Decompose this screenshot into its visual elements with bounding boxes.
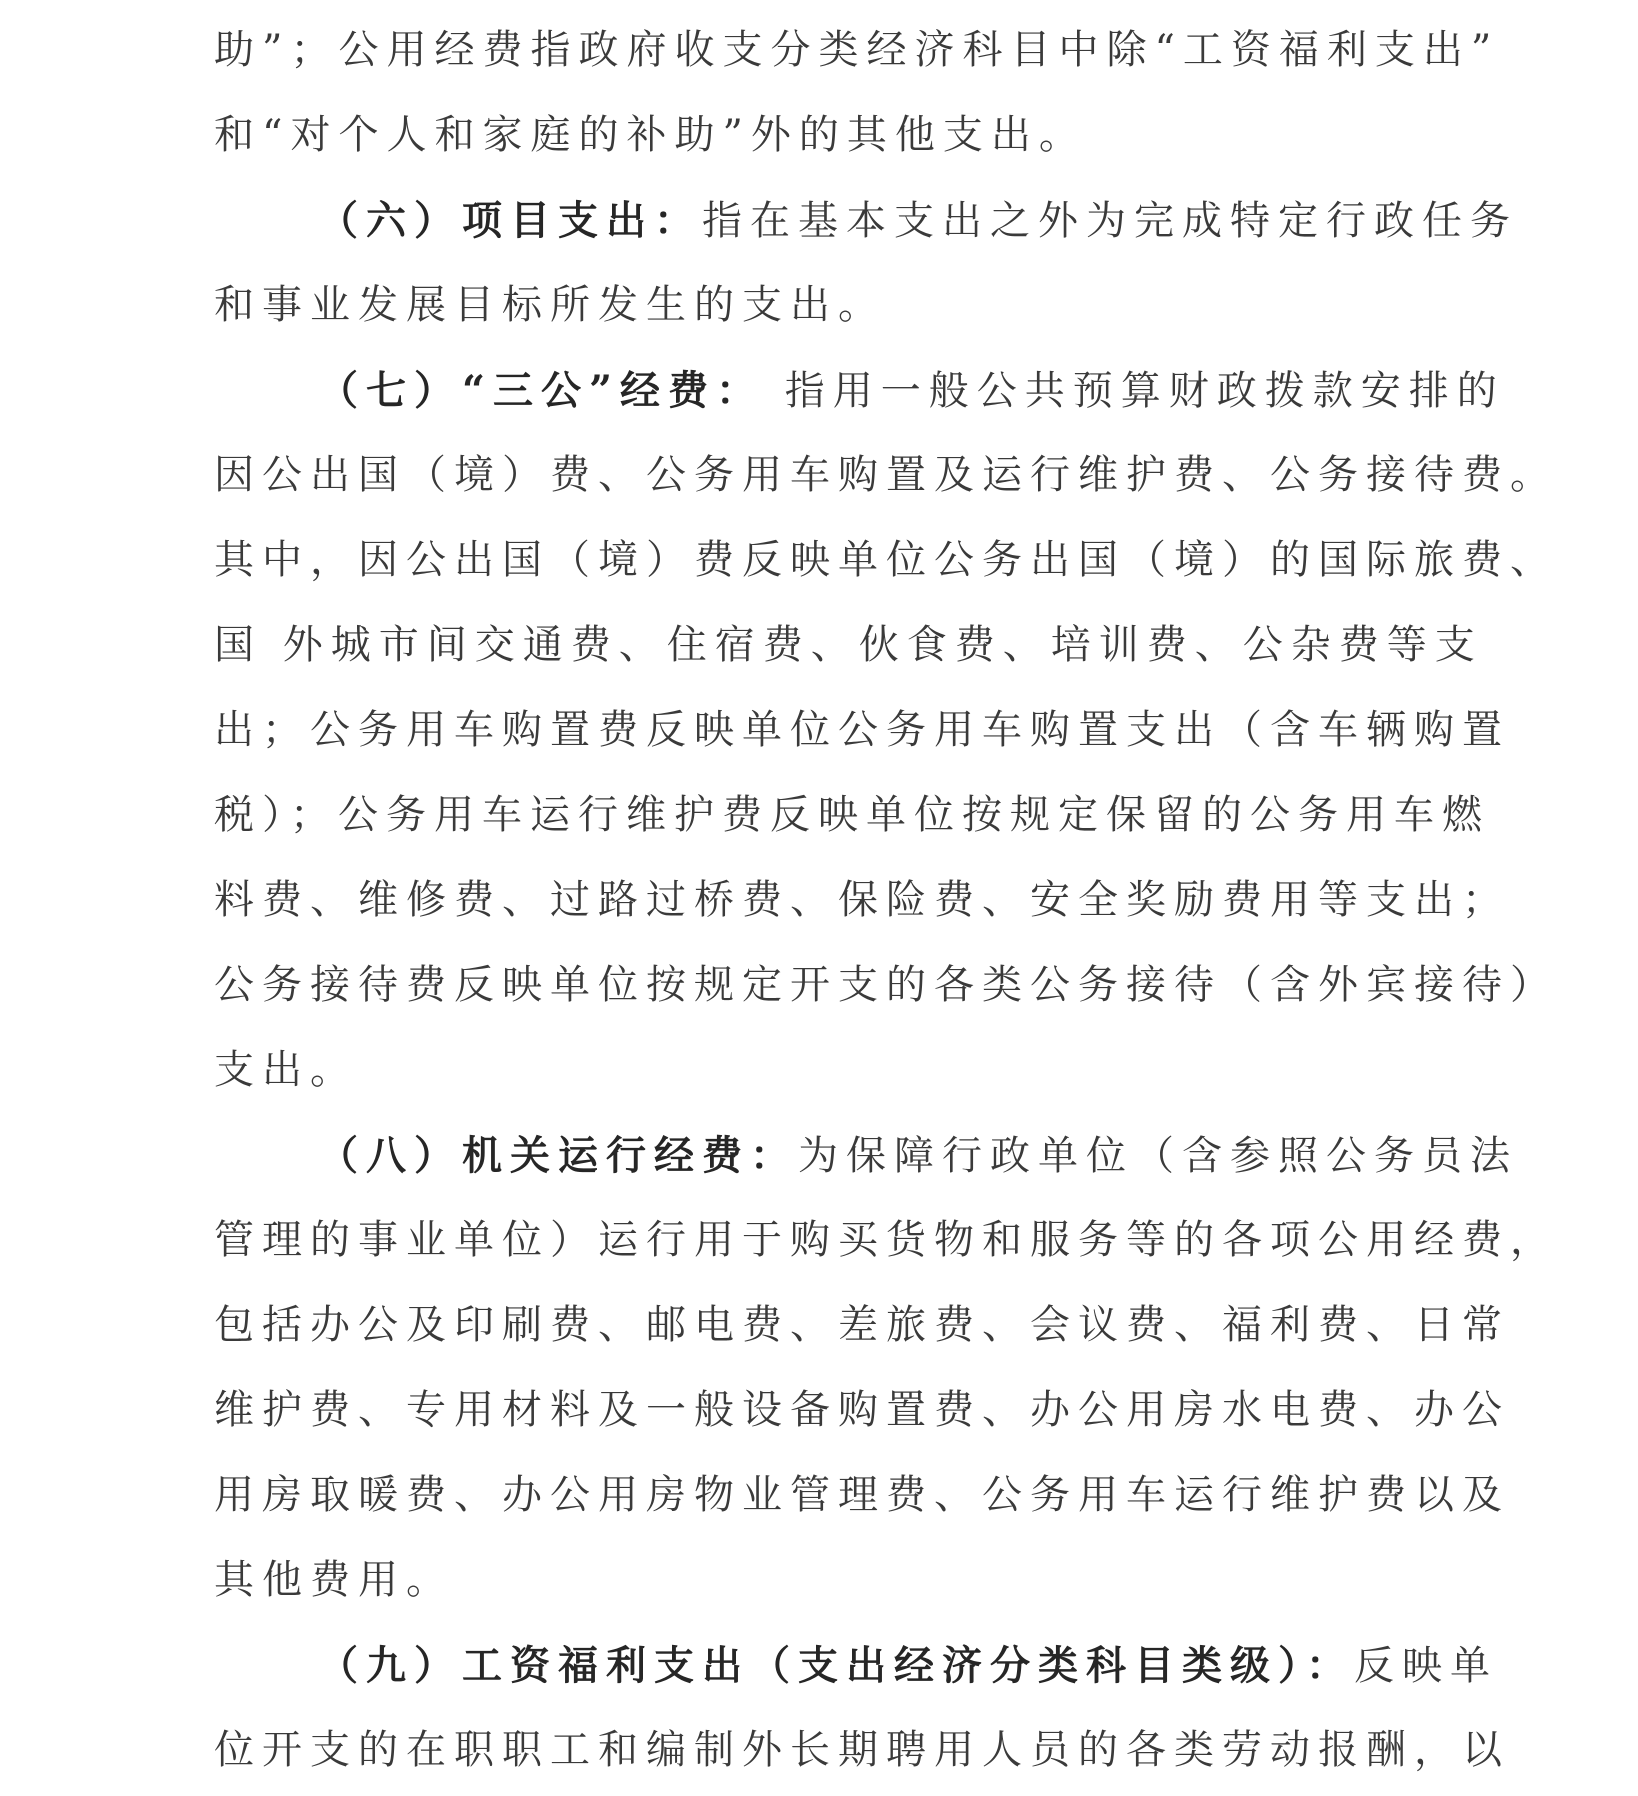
section-heading-9: （九）工资福利支出（支出经济分类科目类级）： [318, 1642, 1354, 1689]
section-heading-8: （八）机关运行经费： [318, 1132, 798, 1179]
paragraph-line [214, 1538, 1474, 1623]
line-text: 出；公务用车购置费反映单位公务用车购置支出（含车辆购置 [214, 707, 1510, 753]
paragraph-line [214, 603, 1483, 688]
section-heading-line-7 [214, 348, 1505, 433]
section-heading-6: （六）项目支出： [318, 197, 702, 244]
line-text: 包括办公及印刷费、邮电费、差旅费、会议费、福利费、日常 [214, 1302, 1510, 1348]
line-text: 因公出国（境）费、公务用车购置及运行维护费、公务接待费。 [214, 452, 1558, 498]
line-text: 其他费用。 [214, 1557, 454, 1603]
document-body [214, 8, 1558, 1793]
line-text: 反映单 [1354, 1643, 1498, 1689]
line-text: 位开支的在职职工和编制外长期聘用人员的各类劳动报酬，以 [214, 1727, 1510, 1773]
paragraph-line [214, 93, 1474, 178]
paragraph-line [214, 688, 1510, 773]
line-text: 其中，因公出国（境）费反映单位公务出国（境）的国际旅费、 [214, 537, 1558, 583]
paragraph-line [214, 943, 1558, 1028]
line-text: 支出。 [214, 1047, 358, 1093]
paragraph-line [214, 1283, 1510, 1368]
paragraph-line [214, 858, 1510, 943]
line-text: 指用一般公共预算财政拨款安排的 [764, 368, 1505, 414]
line-text: 助”；公用经费指政府收支分类经济科目中除“工资福利支出” [214, 27, 1500, 73]
line-text: 料费、维修费、过路过桥费、保险费、安全奖励费用等支出； [214, 877, 1510, 923]
paragraph-line [214, 1028, 1474, 1113]
paragraph-line [214, 1198, 1558, 1283]
paragraph-line [214, 1453, 1510, 1538]
paragraph-line [214, 1368, 1510, 1453]
line-text: 国 外城市间交通费、住宿费、伙食费、培训费、公杂费等支 [214, 622, 1483, 668]
paragraph-line [214, 518, 1558, 603]
paragraph-line [214, 263, 1474, 348]
section-heading-line-6 [214, 178, 1518, 263]
paragraph-line [214, 1708, 1510, 1793]
section-heading-line-9 [214, 1623, 1498, 1708]
line-text: 维护费、专用材料及一般设备购置费、办公用房水电费、办公 [214, 1387, 1510, 1433]
line-text: 为保障行政单位（含参照公务员法 [798, 1133, 1518, 1179]
line-text: 公务接待费反映单位按规定开支的各类公务接待（含外宾接待） [214, 962, 1558, 1008]
line-text: 和事业发展目标所发生的支出。 [214, 282, 886, 328]
line-text: 税）；公务用车运行维护费反映单位按规定保留的公务用车燃 [214, 792, 1490, 838]
section-heading-7: （七）“三公”经费： [318, 367, 765, 414]
line-text: 指在基本支出之外为完成特定行政任务 [702, 198, 1518, 244]
line-text: 和“对个人和家庭的补助”外的其他支出。 [214, 112, 1087, 158]
paragraph-line [214, 773, 1490, 858]
line-text: 用房取暖费、办公用房物业管理费、公务用车运行维护费以及 [214, 1472, 1510, 1518]
paragraph-line [214, 433, 1558, 518]
line-text: 管理的事业单位）运行用于购买货物和服务等的各项公用经费， [214, 1217, 1558, 1263]
section-heading-line-8 [214, 1113, 1518, 1198]
paragraph-line [214, 8, 1500, 93]
